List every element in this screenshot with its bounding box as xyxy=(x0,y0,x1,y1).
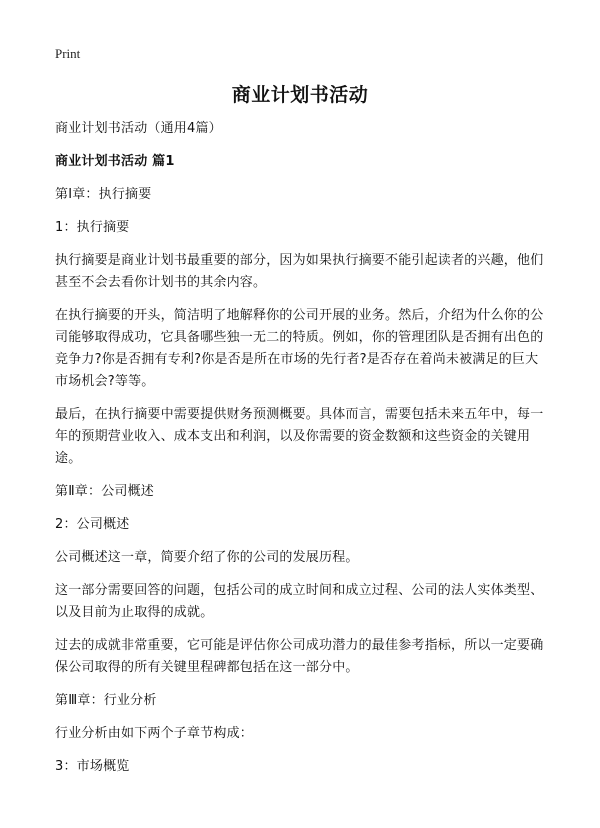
subsection-heading: 2：公司概述 xyxy=(55,517,130,532)
section-heading: 商业计划书活动 篇1 xyxy=(55,154,175,169)
body-paragraph: 在执行摘要的开头，简洁明了地解释你的公司开展的业务。然后，介绍为什么你的公司能够取得成功，它具备哪些独一无二的特质。例如，你的管理团队是否拥有出色的竞争力?你是否拥有专利?你是否是所在市场的先行者?是否存在着尚未被满足的巨大市场机会?等等。 xyxy=(55,308,544,389)
page-title: 商业计划书活动 xyxy=(231,84,369,106)
body-paragraph: 执行摘要是商业计划书最重要的部分，因为如果执行摘要不能引起读者的兴趣，他们甚至不会去看你计划书的其余内容。 xyxy=(55,253,544,290)
body-paragraph: 这一部分需要回答的问题，包括公司的成立时间和成立过程、公司的法人实体类型、以及目前为止取得的成就。 xyxy=(55,583,544,620)
document-subtitle: 商业计划书活动（通用4篇） xyxy=(55,121,222,136)
subsection-heading: 3：市场概览 xyxy=(55,759,130,774)
chapter-heading: 第Ⅰ章：执行摘要 xyxy=(55,187,152,202)
body-paragraph: 最后，在执行摘要中需要提供财务预测概要。具体而言，需要包括未来五年中，每一年的预期营业收入、成本支出和利润，以及你需要的资金数额和这些资金的关键用途。 xyxy=(55,407,544,466)
subsection-heading: 1：执行摘要 xyxy=(55,220,130,235)
print-label: Print xyxy=(55,46,81,61)
body-paragraph: 过去的成就非常重要，它可能是评估你公司成功潜力的最佳参考指标，所以一定要确保公司取得的所有关键里程碑都包括在这一部分中。 xyxy=(55,638,544,675)
body-paragraph: 行业分析由如下两个子章节构成： xyxy=(55,726,254,741)
chapter-heading: 第Ⅱ章：公司概述 xyxy=(55,484,154,499)
document-body xyxy=(55,118,550,789)
body-paragraph: 公司概述这一章，简要介绍了你的公司的发展历程。 xyxy=(55,550,359,565)
chapter-heading: 第Ⅲ章：行业分析 xyxy=(55,693,157,708)
